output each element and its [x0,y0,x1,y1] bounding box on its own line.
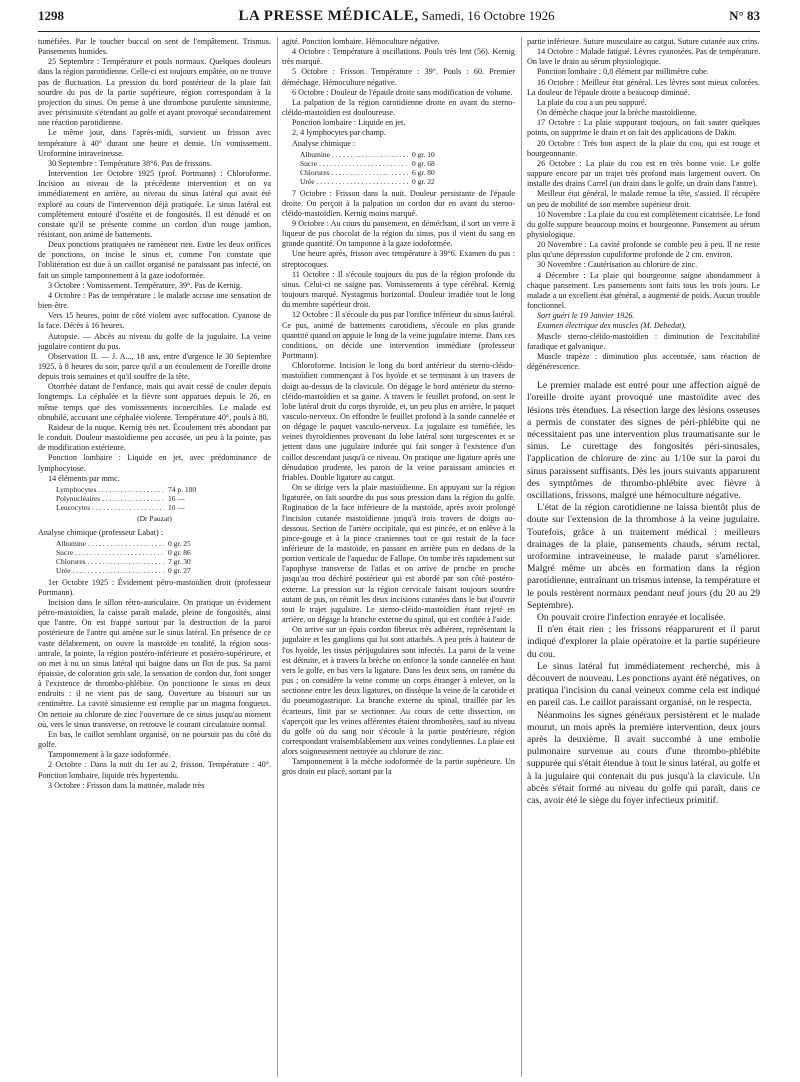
paragraph: partie inférieure. Suture musculaire au catgut. Suture cutanée aux crins. [527,37,760,46]
paragraph: 11 Octobre : Il s'écoule toujours du pus de la région profonde du sinus. Celui-ci ne saigne pas. Vomissements à type cérébral. Kernig toujours marqué. Nystagmus horizontal. Douleur irradiée tout le long du membre supérieur droit. [282,269,515,310]
table-row [56,548,226,557]
table-cell-value: 6 gr. 80 [408,168,470,177]
table-signature: (Dr Pauzat) [137,514,172,524]
paragraph: Vers 15 heures, point de côté violent avec suffocation. Cyanose de la face. Décès à 16 heures. [38,311,271,331]
table-row [300,177,470,186]
column-divider [521,37,522,1077]
paragraph: 25 Septembre : Température et pouls normaux. Quelques douleurs dans la région parotidienne. Celle-ci est toujours empâtée, on ne trouve pas de fluctuation. La pression du bord postérieur de la plaie fait sourdre du pus de la partie supérieure, région correspondant à la projection du sinus. On pense à une thrombose purulente sinusienne, avec périsinusite s'étendant au golfe et ayant provoqué secondairement une réaction parotidienne. [38,57,271,128]
table-cell-name: Leucocytes . . . [56,503,164,512]
table-cell-value: 0 gr. 25 [164,539,226,548]
paragraph: On démèche chaque jour la brèche mastoïdienne. [537,108,697,118]
paragraph: La plaie du cou a un peu suppuré. [537,97,647,107]
page-number: 1298 [38,8,64,23]
paragraph: Le premier malade est entré pour une affection aiguë de l'oreille droite ayant provoqué une mastoïdite avec des lésions très étendues. La résection large des lésions osseuses a permis de constater des signes de péri-phlébite qui ne nécessitaient pas une intervention plus traumatisante sur le sinus. Le curettage des fongosités péri-sinusales, l'application de chlorure de zinc au 1/10e sur la paroi du sinus paraissent suffisants. Dès les jours suivants apparurent des symptômes de thrombo-phlébite avec fièvre à oscillations, frissons, malgré une hémoculture négative. [527,380,760,501]
table-cell-name: Urée . . . [56,566,164,575]
table-cell-value: 0 gr. 27 [164,566,226,575]
column-divider [277,37,278,1077]
paragraph: 7 Octobre : Frisson dans la nuit. Douleur persistante de l'épaule droite. On perçoit à la palpation un cordon dur en avant du sterno-cléido-mastoïdien. Kernig moins marqué. [282,188,515,218]
paragraph: 20 Octobre : Très bon aspect de la plaie du cou, qui est rouge et bourgeonnante. [527,138,760,158]
table-row [56,503,226,512]
paragraph: 3 Octobre : Vomissement. Température, 39°. Pas de Kernig. [48,280,243,290]
cytology-table [56,485,271,513]
paragraph: Tamponnement à la mèche iodoformée de la partie supérieure. Un gros drain est placé, sortant par la [282,757,515,777]
paragraph: 4 Décembre : La plaie qui bourgeonne saigne abondamment à chaque pansement. Les pansements sont faits tous les trois jours. Le malade a un excellent état général, a augmenté de poids. Aucun trouble fonctionnel. [527,270,760,311]
paragraph: Le même jour, dans l'après-midi, survient un frisson avec température à 40° durant une heure et demie. Un vomissement. Uroformine intraveineuse. [38,128,271,158]
table-row [300,150,470,159]
table-row [56,557,226,566]
issue-date: Samedi, 16 Octobre 1926 [418,8,555,23]
table-row [300,168,470,177]
paragraph: 17 Octobre : La plaie suppurant toujours, on fait sauter quelques points, on supprime le drain et on fait des applications de Dakin. [527,118,760,138]
paragraph: 4 Octobre : Température à oscillations. Pouls très lent (56). Kernig très marqué. [282,47,515,67]
paragraph: L'état de la région carotidienne ne laissa bientôt plus de doute sur l'extension de la thrombose à la veine jugulaire. Toutefois, grâce à un traitement médical : meilleurs drainages de la plaie, pansements chauds, sérum rectal, uroformine intraveineuse, le malade parut s'améliorer. Malgré même un abcès en formation dans la région parotidienne, entraînant un trismus intense, la température et le pouls restèrent normaux pendant neuf jours (du 20 au 29 Septembre). [527,502,760,611]
table-cell-name: Albumine . . . [56,539,164,548]
paragraph: Le sinus latéral fut immédiatement recherché, mis à découvert de nouveau. Les ponctions ayant été négatives, on pratiqua l'incision du canal veineux comme cela est indiqué en pareil cas. Le caillot paraissant organisé, on le respecta. [527,660,760,709]
paragraph: Examen électrique des muscles (M. Debedat). [537,321,687,331]
paragraph: Sort guéri le 19 Janvier 1926. [537,311,635,321]
paragraph: La palpation de la région carotidienne droite en avant du sterno-cléido-mastoïdien est douloureuse. [282,97,515,118]
paragraph: 12 Octobre : Il s'écoule du pus par l'orifice inférieur du sinus latéral. Ce pus, animé de battements carotidiens, s'écoule en plus grande quantité quand on appuie le long de la veine jugulaire interne. Dans ces conditions, on décide une intervention immédiate (professeur Portmann). [282,310,515,361]
column-right [527,37,760,1077]
table-cell-value: 10 — [164,503,226,512]
column-middle [282,37,515,1077]
paragraph: Ponction lombaire : Liquide en jet. [292,118,406,128]
table-cell-name: Sucre . . . [56,548,164,557]
table-cell-value: 0 gr. 86 [164,548,226,557]
section-gap [527,372,760,380]
table-cell-name: Polynucléaires . . . [56,494,164,503]
paragraph: 14 Octobre : Malade fatigué. Lèvres cyanosées. Pas de température. On lave le drain au sérum physiologique. [527,47,760,67]
paragraph: 1er Octobre 1925 : Évidement pétro-mastoïdien droit (professeur Portmann). [38,577,271,597]
paragraph: Tamponnement à la gaze iodoformée. [48,750,171,760]
table-cell-name: Chlorures . . . [56,557,164,566]
table-cell-value: 16 — [164,494,226,503]
table-row [56,485,226,494]
paragraph: On se dirige vers la plaie mastoïdienne. En appuyant sur la région ligaturée, on fait sourdre du pus sous pression dans la région du golfe. Rugination de la face inférieure de la mastoïde, après avoir prolongé l'incision cutanée mastoïdienne jusqu'à trois travers de doigts au-dessous. Section de l'artère occipitale, qui est pincée, et on enlève à la pince-gouge et à la pince craniennes tout ce qui restait de la face inférieure de la mastoïde, en passant en arrière puis en dedans de la portion verticale de l'aqueduc de Fallope. On tombe très rapidement sur l'apophyse transverse de l'atlas et on arrive de proche en proche jusqu'au trou déchiré postérieur qui est abordé par son côté postéro-externe. La pression sur la région cervicale faisant toujours sourdre autant de pus, on réunit les deux incisions cutanées dans le but d'ouvrir tout le trajet jugulaire. Le sterno-cléido-mastoïdien étant rejeté en arrière, on dégage la branche externe du spinal, qui est confiée à l'aide. [282,483,515,625]
observation-heading: Observation II. — J. A..., 18 ans, entre d'urgence le 30 Septembre 1925, à 8 heures du soir, parce qu'il a un écoulement de l'oreille droite depuis trois semaines et qu'il souffre de la tête. [38,351,271,382]
running-title [239,8,555,25]
paragraph: Analyse chimique : [292,138,356,148]
paragraph: On arrive sur un épais cordon fibreux très adhérent, représentant la jugulaire et les ganglions qui lui sont attachés. A peu près à hauteur de l'os hyoïde, les tissus périjugulaires sont infectés. La paroi de la veine est détruite, et à travers la brèche on enfonce la sonde cannelée en haut vers le golfe, en bas vers la ligature. Dans les deux sens, on ramène du pus ; on considère la veine comme un corps étranger à enlever, on la sectionne entre les deux ligatures, on dissèque la veine de la carotide et du pneumogastrique. La branche externe du spinal, tiraillée par les écarteurs, finit par se sectionner. Au cours de cette dissection, on s'aperçoit que les veines afférentes étaient thrombosées, sauf au niveau du golfe où du sang noir s'écoule à la partie postérieure, région correspondant vraisemblablement aux veines condyliennes. La plaie est alors soigneusement nettoyée au chlorure de zinc. [282,625,515,757]
paragraph: 9 Octobre : Au cours du pansement, en déméchant, il sort un verre à liqueur de pus chocolat de la région du sinus, pus il vient du sang en grande quantité. On tamponne à la gaze iodoformée. [282,219,515,249]
paragraph: Raideur de la nuque. Kernig très net. Écoulement très abondant par le conduit. Douleur mastoïdienne peu accusée, un peu à la pointe, pas de modification extérieure. [38,422,271,453]
paragraph: Muscle trapèze : diminution plus accentuée, sans réaction de dégénérescence. [527,351,760,371]
paragraph: 30 Novembre : Cautérisation au chlorure de zinc. [537,260,698,270]
header-rule [38,31,760,32]
paragraph: Ponction lombaire : 0,8 élément par millimètre cube. [537,67,709,77]
discussion-section [527,380,760,807]
paragraph: 16 Octobre : Meilleur état général. Les lèvres sont mieux colorées. La douleur de l'épaule droite a beaucoup diminué. [527,77,760,97]
table-cell-name: Chlorures . . . [300,168,408,177]
table-row [300,159,470,168]
chemistry-table [56,539,271,576]
page-header [38,8,760,30]
chemistry-table [300,150,515,187]
issue-number: N° 83 [729,8,760,23]
table-row [56,539,226,548]
paragraph: 4 Octobre : Pas de température ; le malade accuse une sensation de bien-être. [38,290,271,311]
paragraph: Muscle sterno-cléido-mastoïdien : diminution de l'excitabilité faradique et galvanique. [527,331,760,351]
paragraph: Une heure après, frisson avec température à 39°6. Examen du pus : streptocoques. [282,249,515,269]
paragraph: 10 Novembre : La plaie du cou est complètement cicatrisée. Le fond du golfe suppure beaucoup moins et bourgeonne. Pansement au sérum physiologique. [527,209,760,239]
paragraph: Néanmoins les signes généraux persistèrent et le malade mourut, un mois après la première intervention, deux jours après la deuxième. Il avait succombé à une embolie pulmonaire survenue au cours d'une thrombo-phlébite suppurée qui s'était étendue à tout le sinus latéral, au golfe et à la jugulaire qui contenait du pus jusqu'à la clavicule. Un abcès s'était formé au niveau du golfe qui paraît, dans ce cas, avoir été le siège du foyer infectieux primitif. [527,709,760,807]
journal-name: LA PRESSE MÉDICALE, [238,8,419,24]
column-left [38,37,271,1077]
paragraph: 2 Octobre : Dans la nuit du 1er au 2, frisson. Température : 40°. Ponction lombaire, liquide très hypertendu. [38,760,271,780]
paragraph: En bas, le caillot semblant organisé, on ne poursuit pas du côté du golfe. [38,729,271,750]
paragraph: tuméfiées. Par le toucher buccal on sent de l'empâtement. Trismus. Pansements humides. [38,37,271,57]
table-cell-value: 0 gr. 22 [408,177,470,186]
paragraph: 14 éléments par mmc. [48,473,120,483]
paragraph: 5 Octobre : Frisson. Température : 39°. Pouls : 60. Premier déméchage. Hémoculture négative. [282,67,515,87]
table-row [56,494,226,503]
table-cell-name: Urée . . . [300,177,408,186]
paragraph: 26 Octobre : La plaie du cou est en très bonne voie. Le golfe suppure encore par un trajet très profond mais largement ouvert. On installe des drains Carrel (un drain dans le golfe, un drain dans l'antre). [527,158,760,189]
paragraph: 30 Septembre : Température 38°6. Pas de frissons. [48,158,212,168]
paragraph: Chloroforme. Incision le long du bord antérieur du sterno-cléido-mastoïdien commençant à l'os hyoïde et se terminant à un travers de doigt au-dessus de la clavicule. On dégage le bord antérieur du sterno-cléido-mastoïdien et sa gaine. A travers le feuillet profond, on sent le lobe latéral droit du corps thyroïde, et, un peu plus en arrière, le paquet vasculo-nerveux. On effondre le feuillet profond à la sonde cannelée et on dégage le paquet vasculo-nerveux. La jugulaire est tuméfiée, les veines thyroïdiennes provenant du lobe latéral sont turgescentes et se jettent dans une jugulaire indurée qui fait songer à l'existence d'un caillot descendant jusqu'à ce niveau. On pratique une ligature après une dénudation prudente, les parois de la veine paraissant amincies et friables. Double ligature au catgut. [282,361,515,482]
paragraph: On pouvait croire l'infection enrayée et localisée. [537,612,726,624]
paragraph: Deux ponctions pratiquées ne ramènent rien. Entre les deux orifices de ponctions, on incise le sinus et, comme l'on constate que l'oblitération est due à un caillot organisé ne paraissant pas infecté, on fait un simple tamponnement à la gaze iodoformée. [38,240,271,280]
table-cell-value: 74 p. 100 [164,485,226,494]
table-row [56,566,226,575]
paragraph: Il n'en était rien ; les frissons réapparurent et il parut indiqué d'explorer la plaie opératoire et la partie supérieure du cou. [527,624,760,660]
paragraph: agité. Ponction lombaire. Hémoculture négative. [282,37,440,46]
paragraph: Otorrhée datant de l'enfance, mais qui avait cessé de couler depuis longtemps. La céphalée et la fièvre sont apparues depuis le 26, en même temps que des vomissements incoercibles. Le malade est obnubilé, accusant une céphalée violente. Température 40°, pouls à 80. [38,382,271,422]
paragraph: 3 Octobre : Frisson dans la matinée, malade très [48,780,205,790]
paragraph: Incision dans le sillon rétro-auriculaire. On pratique un évidement pétro-mastoïdien, la caisse paraît malade, pleine de fongosités, ainsi que l'antre. On est frappé surtout par la destruction de la paroi postérieure de l'antre qui amène sur le sinus latéral. En présence de ce vaste délabrement, on ouvre la mastoïde en totalité, la région sous-antrale, la pointe, la région postéro-inférieure et postéro-supérieure, et on met à nu un sinus latéral qui baigne dans un flot de pus. Sa paroi épaissie, de coloration gris sale, la sensation de cordon dur, font songer à l'existence de thrombo-phlébite. On ponctionne le sinus en deux endroits : il ne vient pas de sang. Ouverture au bistouri sur un centimètre. La cavité sinusienne est remplie par un magma fongueux. On nettoie au chlorure de zinc l'ouverture de ce sinus jusqu'au moment où, vers le sinus transverse, on retrouve le courant circulatoire normal. [38,597,271,729]
paragraph: 20 Novembre : La cavité profonde se comble peu à peu. Il ne reste plus qu'une dépression cupuliforme profonde de 2 cm. environ. [527,240,760,260]
table-cell-value: 7 gr. 30 [164,557,226,566]
table-cell-value: 0 gr. 10 [408,150,470,159]
paragraph: Meilleur état général, le malade remue la tête, s'assied. Il récupère un peu de mobilité de son membre supérieur droit. [527,189,760,209]
paragraph: Intervention 1er Octobre 1925 (prof. Portmann) : Chloroforme. Incision au niveau de la précédente intervention et on va immédiatement en arrière, au niveau du sinus latéral qui avait été exploré au cours de l'intervention déjà pratiquée. Le sinus latéral est complètement entouré d'ostéite et de fongosités. Il est dénudé et on constate qu'il se présente comme un cordon d'un rouge jambon, résistant, non animé de battements. [38,169,271,239]
paragraph: 6 Octobre : Douleur de l'épaule droite sans modification de volume. [292,87,513,97]
table-cell-name: Albumine . . . [300,150,408,159]
paragraph: Analyse chimique (professeur Labat) : [38,527,163,537]
table-cell-name: Lymphocytes . . . [56,485,164,494]
paragraph: Autopsie. — Abcès au niveau du golfe de la jugulaire. La veine jugulaire contient du pus. [38,331,271,351]
table-cell-value: 0 gr. 68 [408,159,470,168]
paragraph: 2, 4 lymphocytes par champ. [292,128,386,138]
paragraph: Ponction lombaire : Liquide en jet, avec prédominance de lymphocytose. [38,453,271,473]
table-cell-name: Sucre . . . [300,159,408,168]
